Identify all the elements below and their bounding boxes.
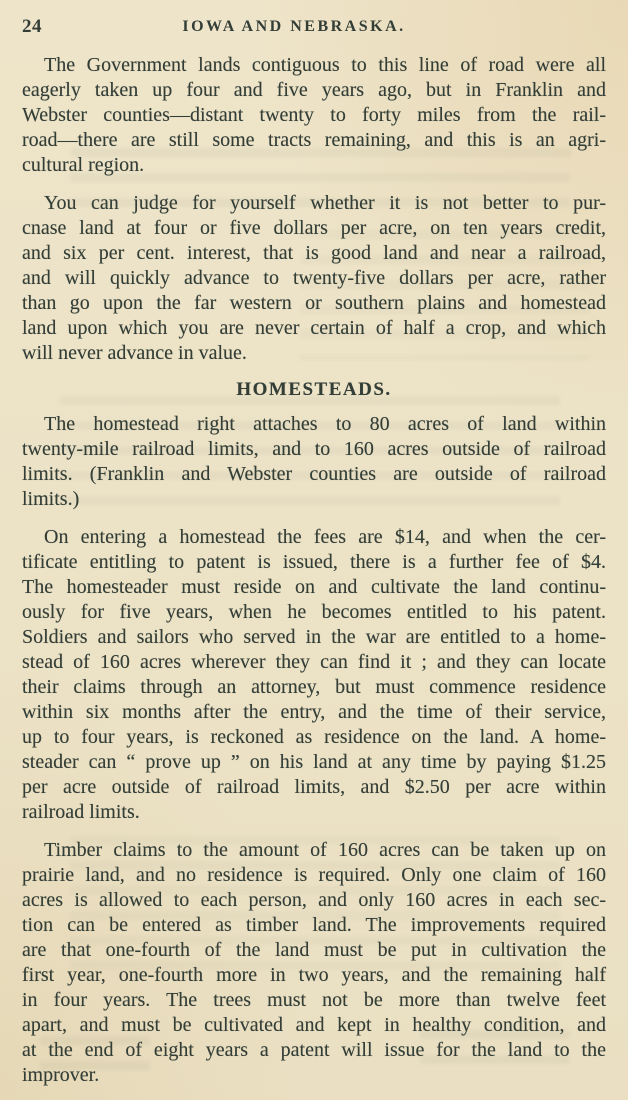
- text-line: and will quickly advance to twenty-five dollars per acre, rather: [22, 267, 606, 289]
- page-number: 24: [22, 16, 42, 37]
- text-line: ously for five years, when he becomes entitled to his patent.: [22, 601, 606, 623]
- text-line: limits.): [22, 488, 80, 510]
- running-head: IOWA AND NEBRASKA.: [182, 18, 406, 35]
- paragraph: [22, 838, 606, 1088]
- paragraph: [22, 191, 606, 366]
- text-line: Soldiers and sailors who served in the war are entitled to a home-: [22, 626, 606, 648]
- paragraph: [22, 53, 606, 178]
- text-line: prairie land, and no residence is required. Only one claim of 160: [22, 864, 606, 886]
- text-line: steader can “ prove up ” on his land at any time by paying $1.25: [22, 751, 606, 773]
- text-line: are that one-fourth of the land must be put in cultivation the: [22, 939, 606, 961]
- text-line: than go upon the far western or southern plains and homestead: [22, 292, 606, 314]
- text-line: up to four years, is reckoned as residence on the land. A home-: [22, 726, 606, 748]
- text-line: road—there are still some tracts remaining, and this is an agri-: [22, 129, 606, 151]
- text-line: On entering a homestead the fees are $14, and when the cer-: [44, 526, 606, 548]
- text-line: railroad limits.: [22, 801, 140, 823]
- text-line: their claims through an attorney, but must commence residence: [22, 676, 606, 698]
- text-line: The Government lands contiguous to this line of road were all: [44, 54, 606, 76]
- text-line: eagerly taken up four and five years ago, but in Franklin and: [22, 79, 606, 101]
- text-line: will never advance in value.: [22, 342, 247, 364]
- text-line: land upon which you are never certain of half a crop, and which: [22, 317, 606, 339]
- text-line: apart, and must be cultivated and kept in healthy condition, and: [22, 1014, 606, 1036]
- text-line: and six per cent. interest, that is good land and near a railroad,: [22, 242, 606, 264]
- text-line: at the end of eight years a patent will issue for the land to the: [22, 1039, 606, 1061]
- text-line: in four years. The trees must not be more than twelve feet: [22, 989, 606, 1011]
- section-heading: HOMESTEADS.: [236, 379, 392, 400]
- text-line: acres is allowed to each person, and only 160 acres in each sec-: [22, 889, 606, 911]
- page-header: [22, 16, 606, 40]
- text-line: tificate entitling to patent is issued, there is a further fee of $4.: [22, 551, 606, 573]
- text-line: Timber claims to the amount of 160 acres can be taken up on: [44, 839, 606, 861]
- text-line: stead of 160 acres wherever they can find it ; and they can locate: [22, 651, 606, 673]
- text-line: limits. (Franklin and Webster counties are outside of railroad: [22, 463, 606, 485]
- text-line: per acre outside of railroad limits, and $2.50 per acre within: [22, 776, 606, 798]
- text-line: twenty-mile railroad limits, and to 160 acres outside of railroad: [22, 438, 606, 460]
- text-line: You can judge for yourself whether it is not better to pur-: [44, 192, 606, 214]
- text-line: cultural region.: [22, 154, 145, 176]
- paragraph: [22, 412, 606, 512]
- text-line: Webster counties—distant twenty to forty miles from the rail-: [22, 104, 606, 126]
- text-block: [22, 53, 606, 1088]
- text-line: The homestead right attaches to 80 acres of land within: [44, 413, 606, 435]
- text-line: tion can be entered as timber land. The improvements required: [22, 914, 606, 936]
- paragraph: [22, 525, 606, 825]
- text-line: within six months after the entry, and the time of their service,: [22, 701, 606, 723]
- text-line: improver.: [22, 1064, 100, 1086]
- text-line: The homesteader must reside on and cultivate the land continu-: [22, 576, 606, 598]
- text-line: first year, one-fourth more in two years, and the remaining half: [22, 964, 606, 986]
- text-line: cnase land at four or five dollars per acre, on ten years credit,: [22, 217, 606, 239]
